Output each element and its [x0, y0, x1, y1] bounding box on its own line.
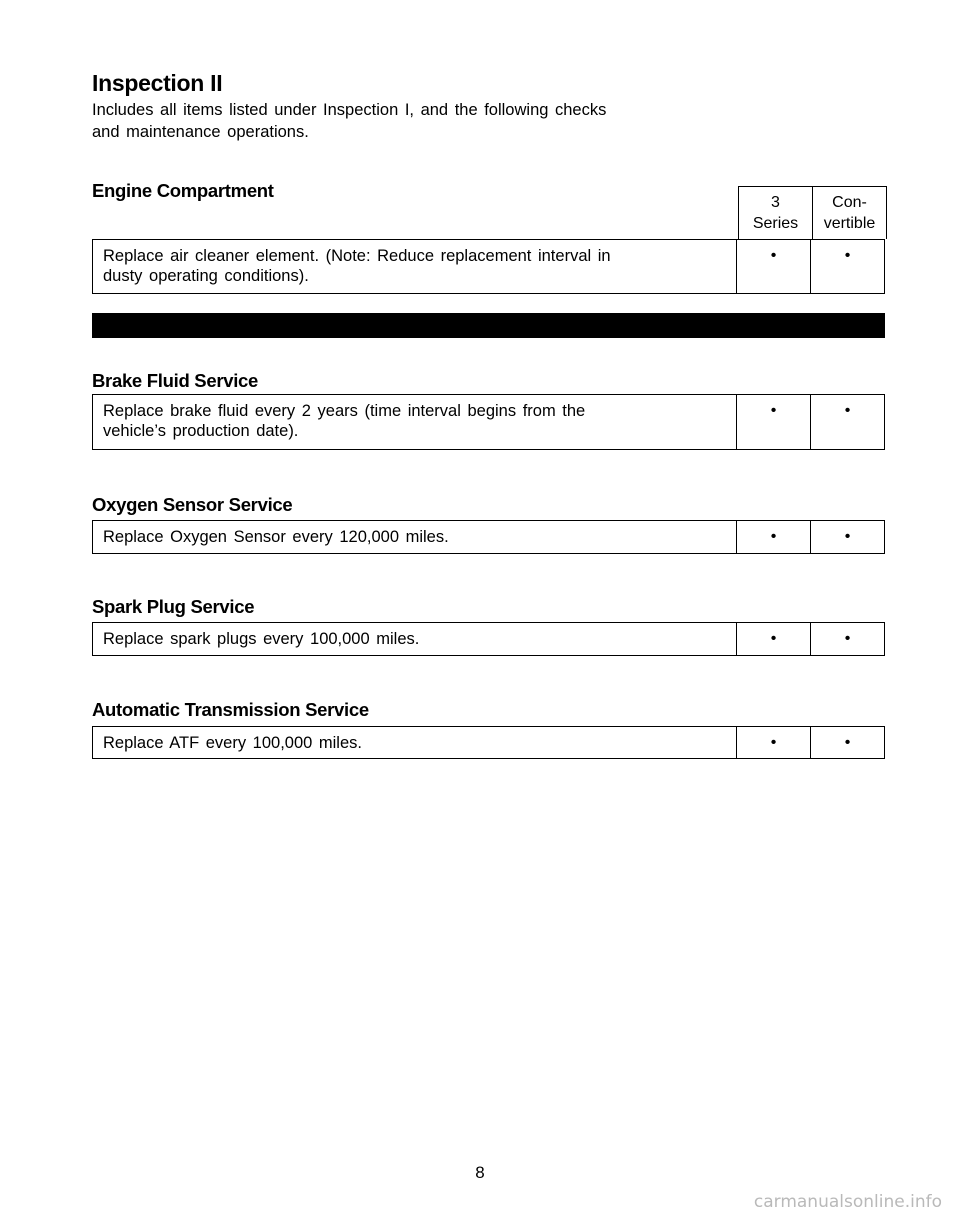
row-mark-3-series: • [736, 623, 810, 655]
row-mark-3-series: • [736, 395, 810, 449]
table-row [92, 622, 885, 656]
table-row [92, 520, 885, 554]
divider-bar [92, 313, 885, 338]
row-mark-3-series: • [736, 521, 810, 553]
row-mark-3-series: • [736, 240, 810, 293]
page-title: Inspection II [92, 70, 223, 96]
column-header-3-series: 3 Series [752, 194, 799, 232]
row-text: Replace Oxygen Sensor every 120,000 miles. [103, 528, 449, 546]
column-header [738, 186, 887, 239]
page-number: 8 [475, 1163, 485, 1182]
table-row [92, 394, 885, 450]
section-heading-brake-fluid: Brake Fluid Service [92, 370, 259, 391]
row-mark-convertible: • [810, 623, 884, 655]
row-text: Replace brake fluid every 2 years (time interval begins from the vehicle’s production date). [103, 402, 586, 440]
row-text: Replace ATF every 100,000 miles. [103, 734, 362, 752]
section-heading-automatic-transmission: Automatic Transmission Service [92, 699, 369, 720]
row-mark-convertible: • [810, 240, 884, 293]
table-row [92, 239, 885, 294]
section-heading-oxygen-sensor: Oxygen Sensor Service [92, 494, 293, 515]
column-header-convertible: Con- vertible [812, 187, 886, 239]
table-row [92, 726, 885, 759]
section-heading-spark-plug: Spark Plug Service [92, 596, 255, 617]
row-text: Replace spark plugs every 100,000 miles. [103, 630, 420, 648]
section-heading-engine-compartment: Engine Compartment [92, 180, 274, 201]
row-text: Replace air cleaner element. (Note: Reduce replacement interval in dusty operating conditions). [103, 247, 611, 285]
row-mark-3-series: • [736, 727, 810, 758]
row-mark-convertible: • [810, 727, 884, 758]
row-mark-convertible: • [810, 395, 884, 449]
watermark: carmanualsonline.info [753, 1192, 942, 1212]
intro-text: Includes all items listed under Inspection I, and the following checks and maintenance operations. [92, 101, 607, 141]
row-mark-convertible: • [810, 521, 884, 553]
